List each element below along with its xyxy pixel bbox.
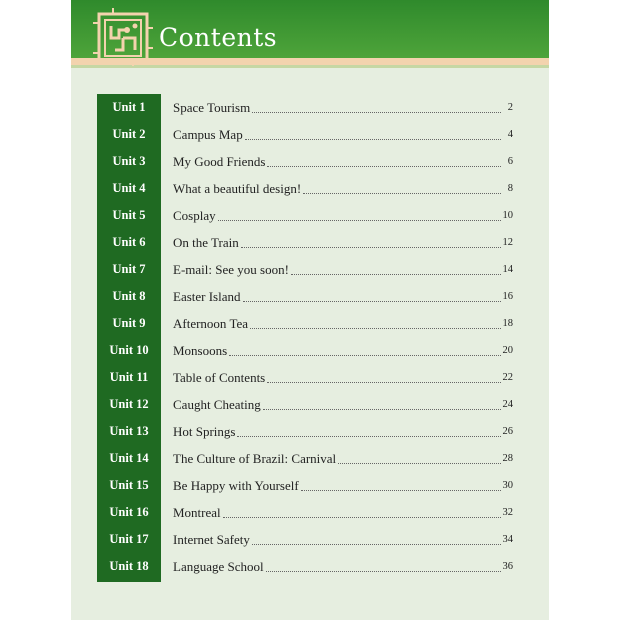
contents-entry[interactable] — [173, 337, 513, 364]
unit-label: Unit 9 — [112, 316, 146, 330]
unit-title: Space Tourism — [173, 99, 251, 115]
page-number: 8 — [507, 183, 513, 194]
unit-label: Unit 4 — [112, 181, 146, 195]
page-number: 16 — [502, 291, 513, 302]
dot-leader — [291, 260, 501, 275]
unit-title: What a beautiful design! — [173, 180, 302, 196]
contents-entry[interactable] — [173, 391, 513, 418]
contents-entry[interactable] — [173, 121, 513, 148]
page-number: 30 — [502, 480, 513, 491]
contents-entry[interactable] — [173, 418, 513, 445]
page-number: 18 — [502, 318, 513, 329]
contents-row[interactable] — [97, 472, 513, 499]
unit-label: Unit 6 — [112, 235, 146, 249]
contents-entry[interactable] — [173, 445, 513, 472]
page-number: 4 — [507, 129, 513, 140]
dot-leader — [250, 314, 500, 329]
contents-row[interactable] — [97, 499, 513, 526]
contents-row[interactable] — [97, 229, 513, 256]
contents-entry[interactable] — [173, 175, 513, 202]
page-number: 10 — [502, 210, 513, 221]
dot-leader — [245, 125, 501, 140]
unit-label: Unit 3 — [112, 154, 146, 168]
contents-entry[interactable] — [173, 94, 513, 121]
unit-title: E-mail: See you soon! — [173, 261, 289, 277]
unit-title: Be Happy with Yourself — [173, 477, 299, 493]
unit-label: Unit 2 — [112, 127, 146, 141]
unit-label: Unit 8 — [112, 289, 146, 303]
unit-label: Unit 17 — [109, 532, 149, 546]
page-number: 26 — [502, 426, 513, 437]
contents-row[interactable] — [97, 94, 513, 121]
unit-title: Caught Cheating — [173, 396, 261, 412]
unit-label: Unit 14 — [109, 451, 149, 465]
contents-row[interactable] — [97, 121, 513, 148]
unit-title: Easter Island — [173, 288, 241, 304]
dot-leader — [241, 233, 501, 248]
unit-title: Table of Contents — [173, 369, 266, 385]
unit-title: The Culture of Brazil: Carnival — [173, 450, 337, 466]
page-number: 12 — [502, 237, 513, 248]
dot-leader — [301, 476, 501, 491]
unit-title: Language School — [173, 558, 264, 574]
contents-row[interactable] — [97, 283, 513, 310]
dot-leader — [243, 287, 501, 302]
dot-leader — [218, 206, 501, 221]
unit-title: Internet Safety — [173, 531, 250, 547]
contents-entry[interactable] — [173, 283, 513, 310]
contents-row[interactable] — [97, 391, 513, 418]
unit-label: Unit 10 — [109, 343, 149, 357]
contents-entry[interactable] — [173, 472, 513, 499]
dot-leader — [223, 503, 501, 518]
unit-title: On the Train — [173, 234, 239, 250]
page-number: 36 — [502, 561, 513, 572]
unit-label: Unit 15 — [109, 478, 149, 492]
dot-leader — [229, 341, 500, 356]
page-number: 20 — [502, 345, 513, 356]
contents-entry[interactable] — [173, 526, 513, 553]
contents-page — [71, 0, 549, 620]
contents-entry[interactable] — [173, 256, 513, 283]
dot-leader — [263, 395, 501, 410]
circuit-logo-icon — [93, 8, 153, 66]
contents-row[interactable] — [97, 256, 513, 283]
dot-leader — [267, 152, 501, 167]
page-number: 22 — [502, 372, 513, 383]
dot-leader — [303, 179, 501, 194]
contents-row[interactable] — [97, 337, 513, 364]
contents-row[interactable] — [97, 445, 513, 472]
page-number: 14 — [502, 264, 513, 275]
page-number: 32 — [502, 507, 513, 518]
unit-title: Montreal — [173, 504, 221, 520]
unit-title: Hot Springs — [173, 423, 236, 439]
unit-label: Unit 7 — [112, 262, 146, 276]
contents-entry[interactable] — [173, 202, 513, 229]
contents-entry[interactable] — [173, 364, 513, 391]
page-number: 28 — [502, 453, 513, 464]
unit-label: Unit 1 — [112, 100, 146, 114]
dot-leader — [266, 557, 501, 572]
unit-label: Unit 5 — [112, 208, 146, 222]
page-number: 6 — [507, 156, 513, 167]
contents-row[interactable] — [97, 364, 513, 391]
unit-label: Unit 12 — [109, 397, 149, 411]
contents-entry[interactable] — [173, 499, 513, 526]
contents-row[interactable] — [97, 202, 513, 229]
contents-row[interactable] — [97, 418, 513, 445]
unit-label: Unit 13 — [109, 424, 149, 438]
unit-title: My Good Friends — [173, 153, 266, 169]
contents-row[interactable] — [97, 526, 513, 553]
contents-entry[interactable] — [173, 310, 513, 337]
dot-leader — [252, 530, 501, 545]
dot-leader — [252, 98, 501, 113]
unit-title: Cosplay — [173, 207, 216, 223]
contents-entry[interactable] — [173, 553, 513, 580]
unit-label: Unit 11 — [109, 370, 149, 384]
contents-row[interactable] — [97, 310, 513, 337]
contents-row[interactable] — [97, 175, 513, 202]
unit-title: Campus Map — [173, 126, 243, 142]
contents-row[interactable] — [97, 148, 513, 175]
dot-leader — [237, 422, 500, 437]
unit-label: Unit 18 — [109, 559, 149, 573]
unit-title: Monsoons — [173, 342, 228, 358]
contents-row[interactable] — [97, 553, 513, 580]
page-number: 24 — [502, 399, 513, 410]
unit-title: Afternoon Tea — [173, 315, 249, 331]
page-number: 34 — [502, 534, 513, 545]
contents-entry[interactable] — [173, 148, 513, 175]
dot-leader — [338, 449, 500, 464]
page-title: Contents — [159, 23, 278, 52]
contents-entry[interactable] — [173, 229, 513, 256]
dot-leader — [267, 368, 500, 383]
unit-label: Unit 16 — [109, 505, 149, 519]
page-number: 2 — [507, 102, 513, 113]
